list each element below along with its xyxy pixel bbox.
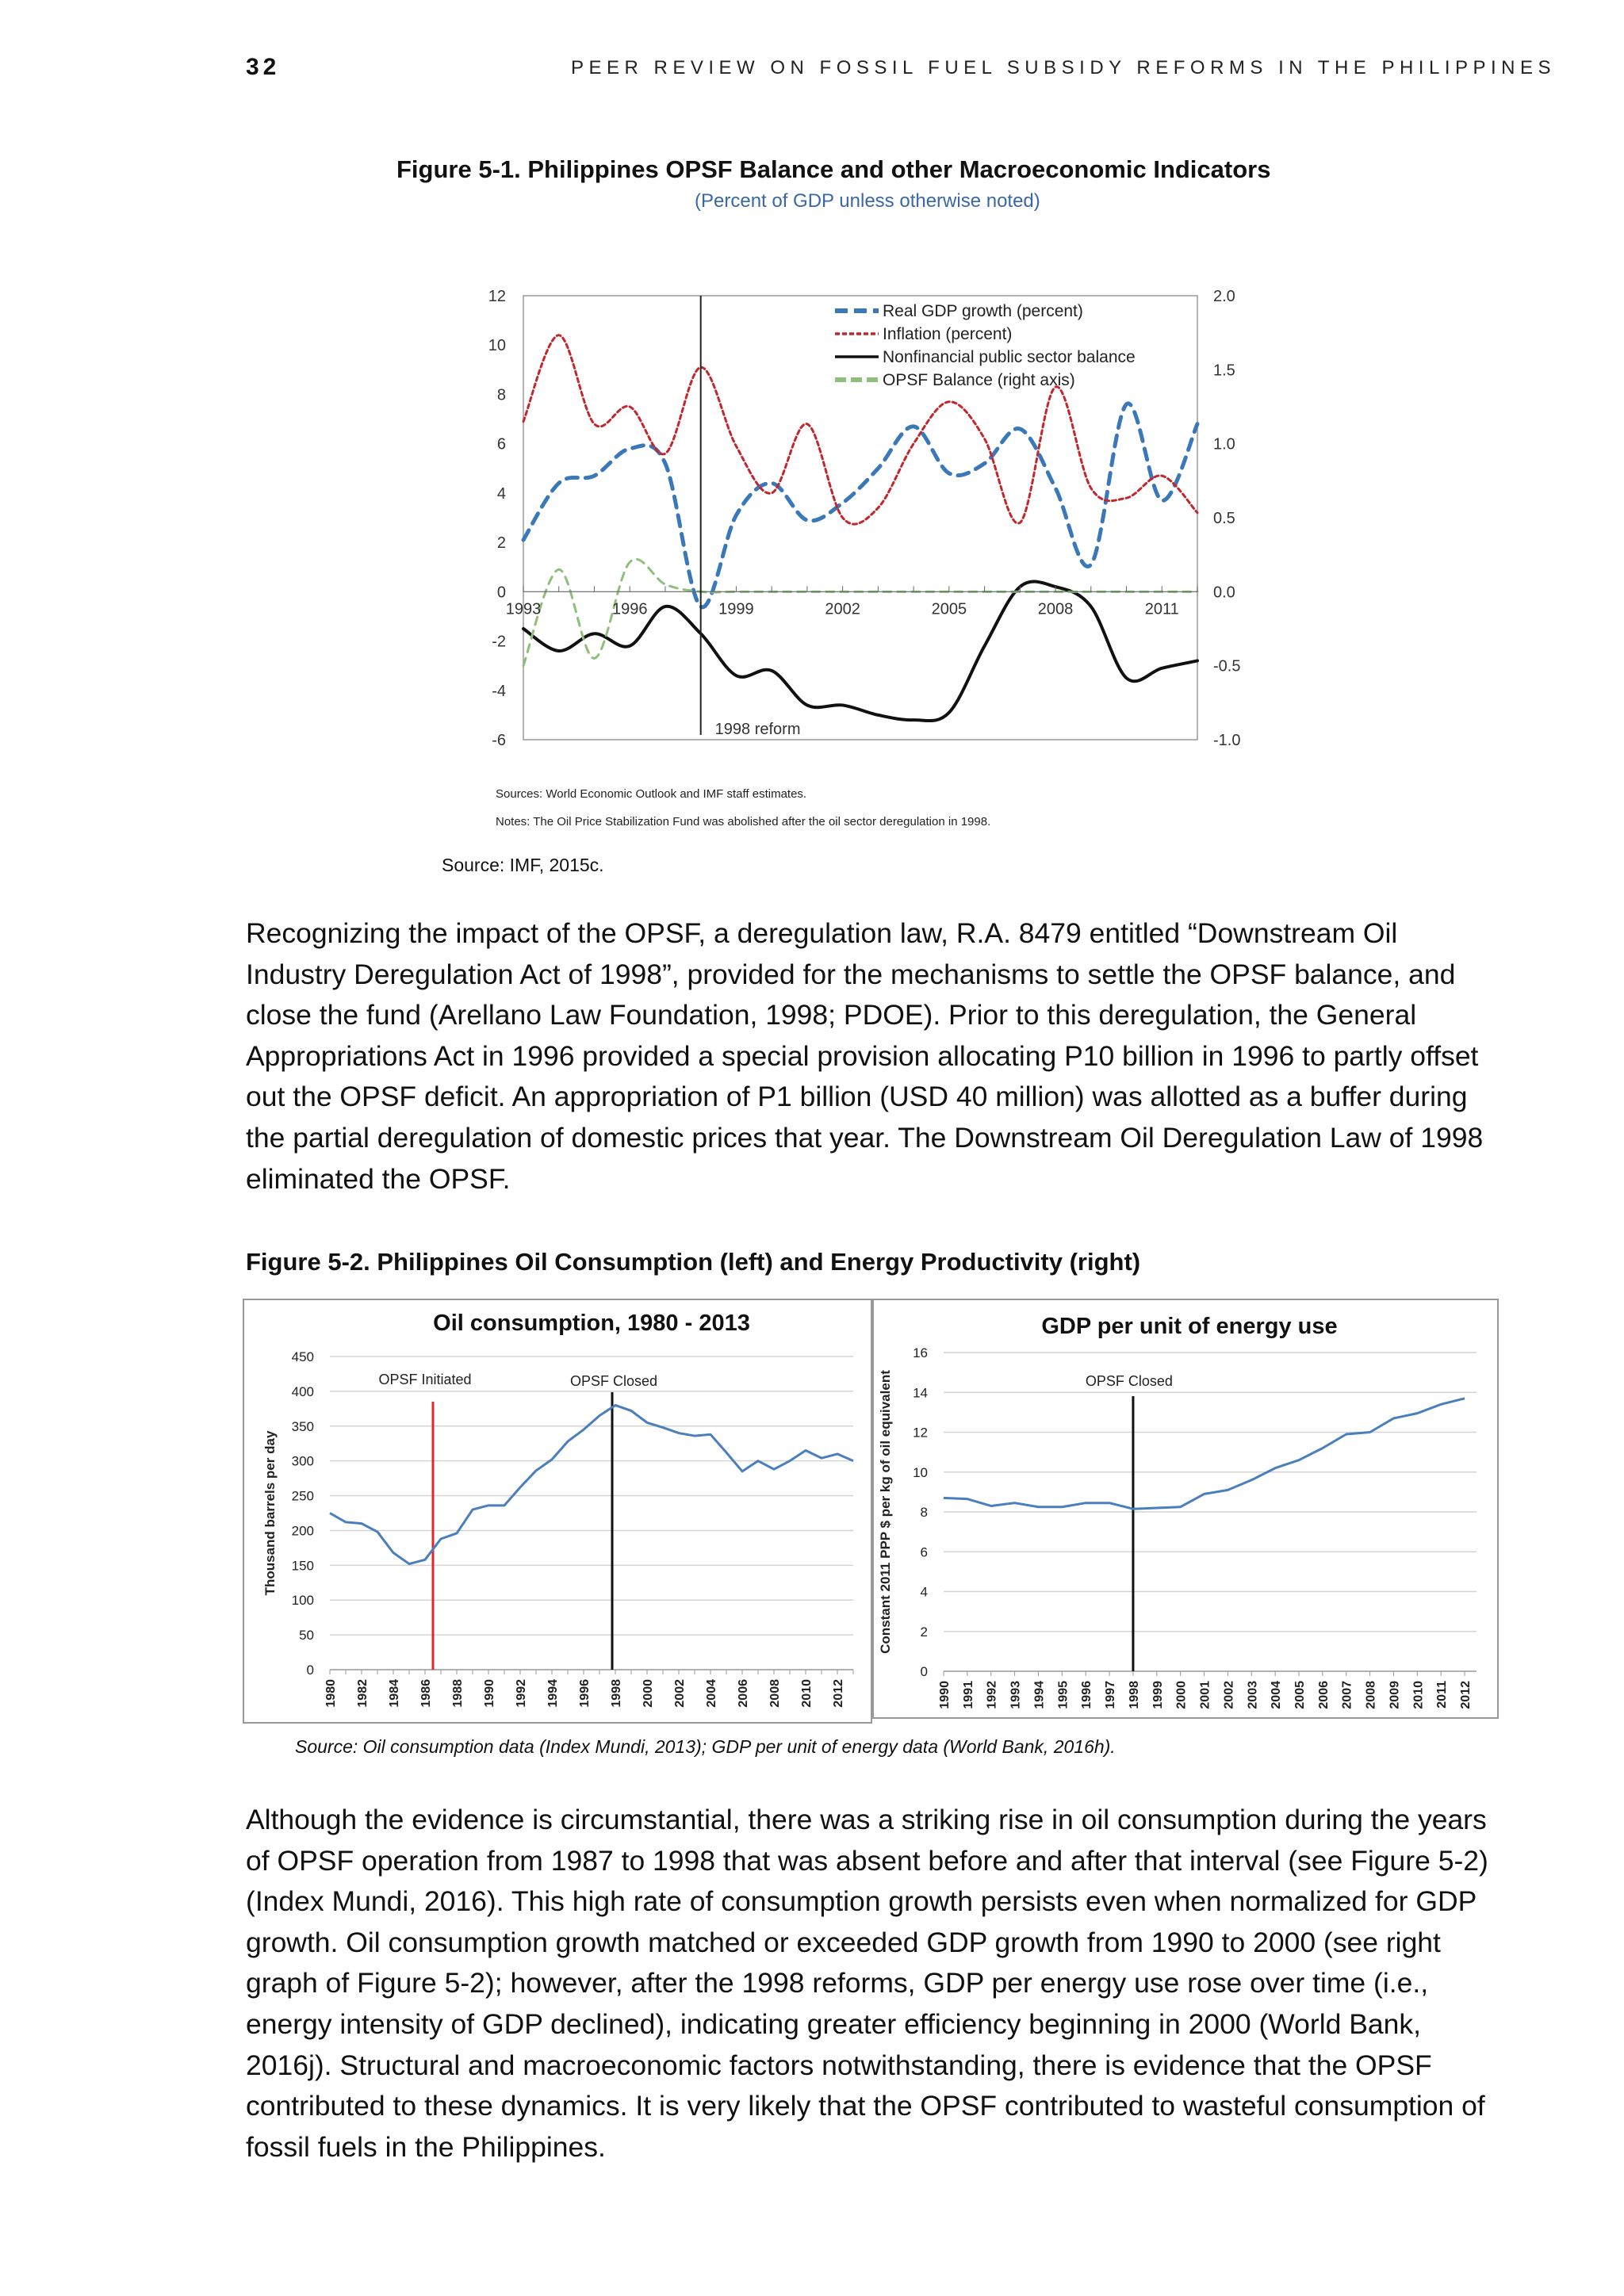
chart3-x-tick-label: 2000 bbox=[1174, 1681, 1189, 1709]
chart1-left-tick-label: 12 bbox=[488, 288, 506, 305]
chart3-y-tick-label: 10 bbox=[913, 1464, 928, 1480]
chart3-y-tick-label: 0 bbox=[920, 1664, 928, 1679]
chart1-left-tick-label: 4 bbox=[496, 484, 506, 503]
chart3-x-tick-label: 2005 bbox=[1293, 1681, 1307, 1709]
chart3-y-tick-label: 4 bbox=[920, 1584, 928, 1600]
chart3-x-tick-label: 2003 bbox=[1246, 1681, 1260, 1709]
chart3-y-tick-label: 2 bbox=[920, 1624, 928, 1640]
chart1-legend-label: Real GDP growth (percent) bbox=[883, 302, 1083, 320]
chart3-x-tick-label: 2012 bbox=[1459, 1681, 1473, 1709]
chart2-x-tick-label: 1982 bbox=[356, 1679, 370, 1708]
chart2-x-tick-label: 1992 bbox=[515, 1679, 528, 1708]
chart2-y-tick-label: 100 bbox=[291, 1593, 314, 1609]
chart3-x-tick-label: 2009 bbox=[1388, 1681, 1402, 1709]
chart3-y-tick-label: 6 bbox=[920, 1544, 928, 1560]
chart2-frame bbox=[243, 1299, 871, 1723]
chart2-marker-label: OPSF Initiated bbox=[378, 1372, 472, 1387]
chart3-y-tick-label: 14 bbox=[913, 1385, 928, 1401]
chart2-y-tick-label: 0 bbox=[306, 1663, 314, 1678]
body-paragraph-1: Recognizing the impact of the OPSF, a deregulation law, R.A. 8479 entitled “Downstream Oil Industry Deregulation Act of 1998”, provided for the mechanisms to settle the OPSF balance, and close the fund (Arellano Law Foundation, 1998; PDOE). Prior to this deregulation, the General Appropriations Act in 1996 provided a special provision allocating P10 billion in 1996 to partly offset out the OPSF deficit. An appropriation of P1 billion (USD 40 million) was allotted as a buffer during the partial deregulation of domestic prices that year. The Downstream Oil Deregulation Law of 1998 eliminated the OPSF. bbox=[246, 917, 1484, 1195]
chart3-x-tick-label: 2008 bbox=[1364, 1681, 1378, 1709]
chart3-y-tick-label: 8 bbox=[920, 1505, 928, 1520]
chart3-marker-label: OPSF Closed bbox=[1085, 1373, 1173, 1389]
chart1-x-tick-label: 2011 bbox=[1144, 600, 1179, 618]
chart1-right-tick-label: 1.0 bbox=[1213, 435, 1235, 453]
chart3-x-tick-label: 2007 bbox=[1340, 1681, 1354, 1709]
chart3-x-tick-label: 2010 bbox=[1411, 1681, 1426, 1709]
chart1-left-tick-label: 6 bbox=[496, 435, 506, 453]
chart2-x-tick-label: 1980 bbox=[324, 1679, 338, 1708]
chart1-legend-label: Inflation (percent) bbox=[883, 325, 1013, 343]
chart2-y-tick-label: 450 bbox=[291, 1349, 314, 1364]
chart2-x-tick-label: 2006 bbox=[737, 1679, 750, 1708]
chart3-x-tick-label: 1998 bbox=[1127, 1681, 1141, 1709]
chart1-x-tick-label: 2005 bbox=[931, 600, 967, 618]
chart1-left-tick-label: 10 bbox=[488, 337, 506, 355]
chart2-y-tick-label: 300 bbox=[291, 1453, 314, 1469]
chart3-x-tick-label: 2011 bbox=[1435, 1681, 1450, 1709]
chart1-reform-label: 1998 reform bbox=[714, 721, 801, 738]
chart3-x-tick-label: 1990 bbox=[938, 1681, 952, 1709]
chart1-right-tick-label: -0.5 bbox=[1213, 657, 1241, 675]
chart3-x-tick-label: 1993 bbox=[1009, 1681, 1023, 1709]
chart2-y-tick-label: 350 bbox=[291, 1418, 314, 1434]
chart1-right-tick-label: 2.0 bbox=[1213, 288, 1235, 305]
chart2-x-tick-label: 1996 bbox=[578, 1679, 592, 1708]
chart2-x-tick-label: 1990 bbox=[483, 1679, 496, 1708]
chart1-left-tick-label: -2 bbox=[492, 633, 506, 651]
chart3-x-tick-label: 1994 bbox=[1032, 1681, 1047, 1709]
energy-productivity-chart bbox=[872, 1299, 1499, 1719]
chart1-notes-note: Notes: The Oil Price Stabilization Fund was abolished after the oil sector deregulation in 1998. bbox=[496, 815, 991, 828]
chart2-x-tick-label: 1984 bbox=[388, 1679, 401, 1708]
chart2-y-tick-label: 200 bbox=[291, 1523, 314, 1539]
chart3-x-tick-label: 2006 bbox=[1316, 1681, 1331, 1709]
chart2-y-tick-label: 250 bbox=[291, 1488, 314, 1504]
figure1-caption: Figure 5-1. Philippines OPSF Balance and other Macroeconomic Indicators bbox=[396, 155, 1271, 183]
chart1-left-tick-label: 2 bbox=[496, 534, 506, 553]
chart2-x-tick-label: 2010 bbox=[800, 1679, 814, 1708]
chart2-x-tick-label: 2002 bbox=[673, 1679, 687, 1708]
chart2-y-axis-label: Thousand barrels per day bbox=[262, 1430, 278, 1596]
chart3-x-tick-label: 2002 bbox=[1222, 1681, 1236, 1709]
chart1-right-tick-label: 1.5 bbox=[1213, 362, 1235, 380]
figure2-source: Source: Oil consumption data (Index Mundi, 2013); GDP per unit of energy data (World Bank, 2016h). bbox=[295, 1736, 1116, 1757]
chart2-x-tick-label: 2008 bbox=[768, 1679, 782, 1708]
chart2-x-tick-label: 2004 bbox=[705, 1679, 718, 1708]
chart3-x-tick-label: 1995 bbox=[1056, 1681, 1071, 1709]
chart1-right-tick-label: -1.0 bbox=[1213, 732, 1241, 749]
figure1-subtitle: (Percent of GDP unless otherwise noted) bbox=[695, 190, 1040, 212]
chart1-x-tick-label: 1999 bbox=[718, 600, 754, 618]
chart1-x-tick-label: 1996 bbox=[611, 600, 648, 618]
chart3-frame bbox=[873, 1299, 1498, 1718]
figure2-caption: Figure 5-2. Philippines Oil Consumption (left) and Energy Productivity (right) bbox=[246, 1248, 1141, 1276]
figure1-chart bbox=[468, 270, 1277, 840]
figure1-source: Source: IMF, 2015c. bbox=[442, 855, 604, 875]
chart1-left-tick-label: 0 bbox=[496, 584, 506, 602]
chart2-x-tick-label: 1998 bbox=[610, 1679, 623, 1708]
chart3-x-tick-label: 1991 bbox=[961, 1681, 975, 1709]
chart3-title: GDP per unit of energy use bbox=[1041, 1314, 1338, 1339]
chart1-x-tick-label: 1993 bbox=[505, 600, 542, 618]
chart3-x-tick-label: 1997 bbox=[1104, 1681, 1118, 1709]
chart2-x-tick-label: 2012 bbox=[832, 1679, 845, 1708]
chart3-x-tick-label: 2001 bbox=[1198, 1681, 1212, 1709]
chart3-y-tick-label: 16 bbox=[913, 1345, 928, 1360]
chart2-x-tick-label: 1986 bbox=[419, 1679, 433, 1708]
chart3-x-tick-label: 1996 bbox=[1080, 1681, 1094, 1709]
chart1-legend-label: OPSF Balance (right axis) bbox=[883, 371, 1075, 389]
chart1-x-tick-label: 2002 bbox=[825, 600, 860, 618]
chart3-y-axis-label: Constant 2011 PPP $ per kg of oil equivalent bbox=[878, 1370, 893, 1654]
page-number: 32 bbox=[246, 54, 281, 80]
chart3-x-tick-label: 1992 bbox=[985, 1681, 999, 1709]
body-paragraph-2: Although the evidence is circumstantial, there was a striking rise in oil consumption during the years of OPSF operation from 1987 to 1998 that was absent before and after that interval (see Figure 5-2) (Index Mundi, 2016). This high rate of consumption growth persists even when normalized for GDP growth. Oil consumption growth matched or exceeded GDP growth from 1990 to 2000 (see right graph of Figure 5-2); however, after the 1998 reforms, GDP per energy use rose over time (i.e., energy intensity of GDP declined), indicating greater efficiency beginning in 2000 (World Bank, 2016j). Structural and macroeconomic factors notwithstanding, there is evidence that the OPSF contributed to these dynamics. It is very likely that the OPSF contributed to wasteful consumption of fossil fuels in the Philippines. bbox=[246, 1804, 1488, 2163]
chart2-title: Oil consumption, 1980 - 2013 bbox=[433, 1311, 750, 1336]
chart2-y-tick-label: 50 bbox=[299, 1628, 314, 1644]
chart2-x-tick-label: 1994 bbox=[546, 1679, 560, 1708]
oil-consumption-chart bbox=[243, 1299, 872, 1724]
chart2-y-tick-label: 400 bbox=[291, 1383, 314, 1399]
chart2-y-tick-label: 150 bbox=[291, 1558, 314, 1574]
chart3-x-tick-label: 1999 bbox=[1151, 1681, 1165, 1709]
chart1-right-tick-label: 0.0 bbox=[1213, 584, 1235, 602]
chart3-x-tick-label: 2004 bbox=[1270, 1681, 1284, 1709]
chart1-legend-label: Nonfinancial public sector balance bbox=[883, 348, 1136, 366]
chart1-sources-note: Sources: World Economic Outlook and IMF staff estimates. bbox=[496, 787, 807, 801]
chart1-left-tick-label: 8 bbox=[496, 386, 506, 404]
chart3-y-tick-label: 12 bbox=[913, 1425, 928, 1441]
chart2-x-tick-label: 2000 bbox=[642, 1679, 655, 1708]
chart2-marker-label: OPSF Closed bbox=[569, 1373, 658, 1389]
chart1-x-tick-label: 2008 bbox=[1037, 600, 1074, 618]
running-header: PEER REVIEW ON FOSSIL FUEL SUBSIDY REFORMS IN THE PHILIPPINES bbox=[571, 57, 1557, 78]
chart2-x-tick-label: 1988 bbox=[451, 1679, 465, 1708]
chart1-right-tick-label: 0.5 bbox=[1213, 510, 1235, 527]
chart1-left-tick-label: -4 bbox=[492, 682, 506, 700]
chart1-left-tick-label: -6 bbox=[492, 732, 506, 749]
